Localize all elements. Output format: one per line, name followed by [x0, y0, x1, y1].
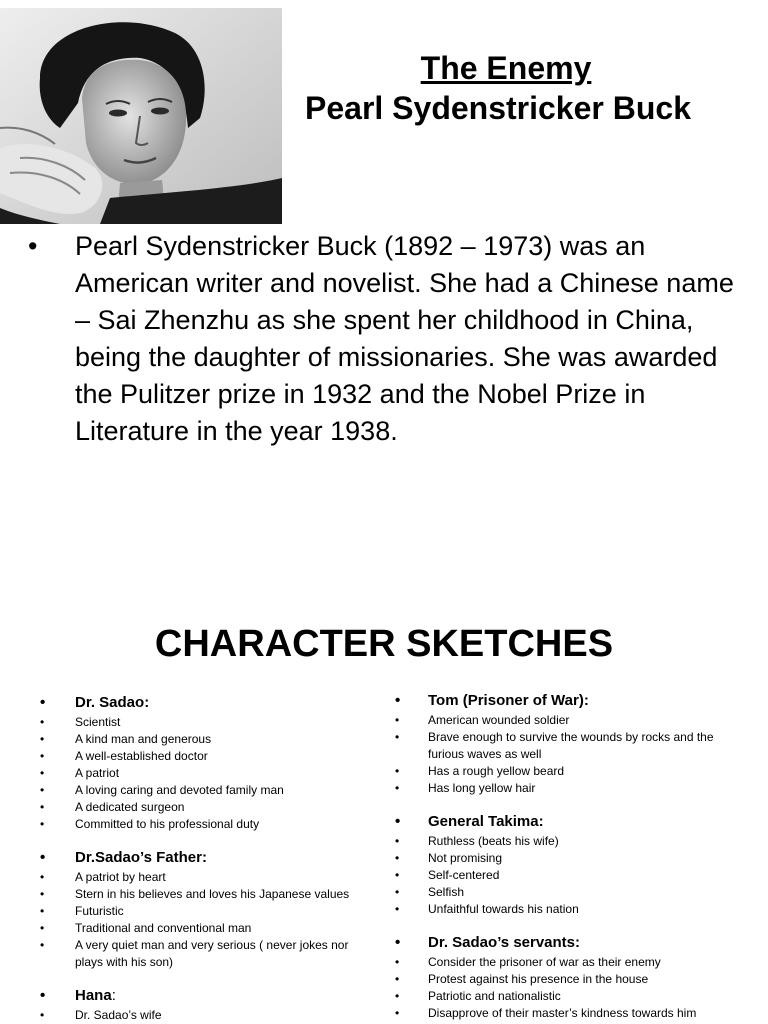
character-group-takima — [395, 811, 735, 918]
trait-item: • Disapprove of their master’s kindness towards him — [395, 1005, 735, 1022]
trait-item: • A well-established doctor — [40, 748, 376, 765]
title-block — [282, 48, 730, 128]
character-name: • Tom (Prisoner of War): — [395, 690, 735, 712]
character-group-servants — [395, 932, 735, 1022]
left-column — [40, 692, 376, 1024]
slide-subtitle: Pearl Sydenstricker Buck — [305, 90, 691, 126]
author-bio-text: Pearl Sydenstricker Buck (1892 – 1973) was an American writer and novelist. She had a Chinese name – Sai Zhenzhu as she spent her childhood in China, being the daughter of missionaries. She was awarded the Pulitzer prize in 1932 and the Nobel Prize in Literature in the year 1938. — [75, 231, 734, 446]
character-name-suffix: : — [111, 987, 116, 1004]
trait-item: • A patriot — [40, 765, 376, 782]
trait-item: • Brave enough to survive the wounds by rocks and the furious waves as well — [395, 729, 735, 763]
trait-item: • Patriotic and nationalistic — [395, 988, 735, 1005]
character-name: • General Takima: — [395, 811, 735, 833]
trait-item: • A patriot by heart — [40, 869, 376, 886]
trait-item: • Unfaithful towards his nation — [395, 901, 735, 918]
character-name: • Dr. Sadao’s servants: — [395, 932, 735, 954]
character-name: Hana — [75, 987, 112, 1004]
trait-item: • Selfish — [395, 884, 735, 901]
trait-item: • American wounded soldier — [395, 712, 735, 729]
trait-item: • Protest against his presence in the house — [395, 971, 735, 988]
slide-title: The Enemy — [420, 50, 592, 86]
trait-item: • A very quiet man and very serious ( never jokes nor plays with his son) — [40, 937, 376, 971]
character-name: • Dr.Sadao’s Father: — [40, 847, 376, 869]
character-sketches-heading: CHARACTER SKETCHES — [154, 623, 614, 665]
trait-item: • Scientist — [40, 714, 376, 731]
trait-item: • A dedicated surgeon — [40, 799, 376, 816]
trait-item: • Not promising — [395, 850, 735, 867]
trait-item: • Has long yellow hair — [395, 780, 735, 797]
character-name: • Dr. Sadao: — [40, 692, 376, 714]
character-group-hana — [40, 985, 376, 1024]
trait-item: • Stern in his believes and loves his Japanese values — [40, 886, 376, 903]
character-group-sadao — [40, 692, 376, 833]
slide-character-sketches — [0, 512, 768, 1024]
trait-item: • Ruthless (beats his wife) — [395, 833, 735, 850]
trait-item: • Dr. Sadao’s wife — [40, 1007, 376, 1024]
trait-item: • Has a rough yellow beard — [395, 763, 735, 780]
trait-item: • Futuristic — [40, 903, 376, 920]
trait-item: • Committed to his professional duty — [40, 816, 376, 833]
bullet-icon: • — [28, 231, 38, 261]
author-portrait-photo — [0, 8, 282, 224]
trait-item: • Traditional and conventional man — [40, 920, 376, 937]
right-column — [395, 690, 735, 1024]
character-group-sadao-father — [40, 847, 376, 971]
trait-item: • A kind man and generous — [40, 731, 376, 748]
character-group-tom — [395, 690, 735, 797]
trait-item: • Self-centered — [395, 867, 735, 884]
author-bio — [28, 228, 740, 450]
portrait-illustration — [0, 8, 282, 224]
character-name-hana — [40, 985, 376, 1007]
trait-item: • A loving caring and devoted family man — [40, 782, 376, 799]
trait-item: • Consider the prisoner of war as their enemy — [395, 954, 735, 971]
